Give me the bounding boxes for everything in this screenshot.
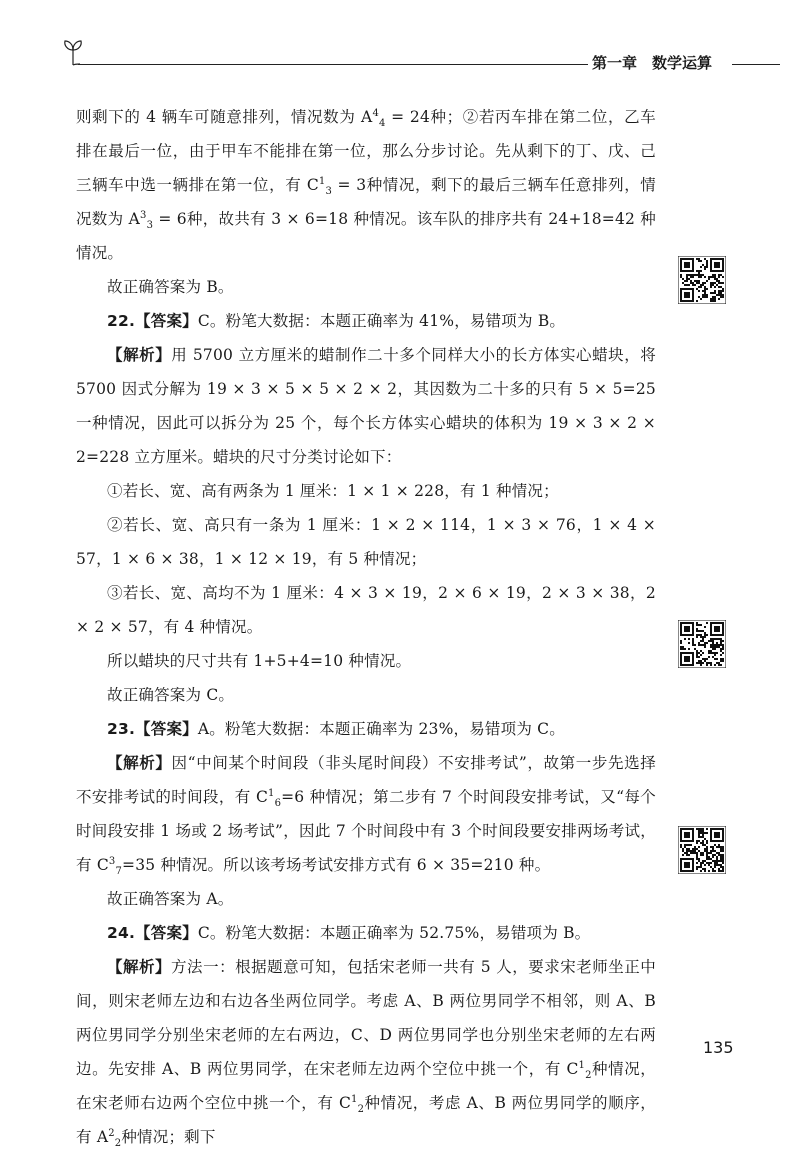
question-23-answer bbox=[76, 712, 656, 746]
question-22-analysis bbox=[76, 338, 656, 474]
text: C。粉笔大数据：本题正确率为 52.75%，易错项为 B。 bbox=[197, 924, 591, 942]
text: C。粉笔大数据：本题正确率为 41%，易错项为 B。 bbox=[197, 312, 566, 330]
summary-line: 所以蜡块的尺寸共有 1+5+4=10 种情况。 bbox=[107, 652, 412, 670]
qr-code-icon[interactable] bbox=[678, 256, 726, 304]
math-sup: 1 bbox=[578, 1059, 586, 1071]
math-sup: 1 bbox=[318, 175, 326, 187]
question-23-analysis bbox=[76, 746, 656, 882]
case-2: ②若长、宽、高只有一条为 1 厘米：1 × 2 × 114，1 × 3 × 76，1 × 4 × 57，1 × 6 × 38，1 × 12 × 19，有 5 种情况； bbox=[76, 516, 656, 568]
math-sup: 1 bbox=[351, 1093, 358, 1105]
math-sup: 4 bbox=[372, 107, 379, 119]
page-header bbox=[0, 0, 800, 80]
text: 种情况；剩下 bbox=[121, 1128, 216, 1146]
math-sub: 6 bbox=[274, 798, 282, 810]
text: = 3种情况，剩下的最后三辆车任意排列，情况数为 A bbox=[76, 176, 656, 228]
case-3: ③若长、宽、高均不为 1 厘米：4 × 3 × 19，2 × 6 × 19，2 × 3 × 38，2 × 2 × 57，有 4 种情况。 bbox=[76, 584, 656, 636]
text: 种情况，在宋老师右边两个空位中挑一个，有 C bbox=[76, 1060, 656, 1112]
math-sup: 2 bbox=[108, 1127, 115, 1139]
math-sub: 4 bbox=[379, 118, 386, 130]
text: A。粉笔大数据：本题正确率为 23%，易错项为 C。 bbox=[197, 720, 565, 738]
header-rule-right bbox=[732, 64, 780, 65]
header-rule-left bbox=[78, 64, 588, 65]
qr-code-icon[interactable] bbox=[678, 620, 726, 668]
page-number: 135 bbox=[703, 1038, 734, 1057]
answer-line: 故正确答案为 B。 bbox=[107, 278, 234, 296]
answer-label: 22.【答案】 bbox=[107, 312, 198, 330]
case-1: ①若长、宽、高有两条为 1 厘米：1 × 1 × 228，有 1 种情况； bbox=[107, 482, 559, 500]
chapter-title: 第一章 数学运算 bbox=[592, 54, 713, 72]
math-sub: 7 bbox=[115, 866, 123, 878]
analysis-label: 【解析】 bbox=[107, 958, 172, 976]
leaf-sprout-icon bbox=[62, 38, 84, 66]
text: 则剩下的 4 辆车可随意排列，情况数为 A bbox=[76, 108, 373, 126]
page-body bbox=[76, 100, 656, 1154]
math-sup: 1 bbox=[268, 787, 275, 799]
text: = 6种，故共有 3 × 6=18 种情况。该车队的排序共有 24+18=42 种情况。 bbox=[76, 210, 657, 262]
math-sub: 2 bbox=[585, 1070, 592, 1082]
math-sub: 3 bbox=[146, 220, 154, 232]
question-24-answer bbox=[76, 916, 656, 950]
qr-code-icon[interactable] bbox=[678, 826, 726, 874]
math-sup: 3 bbox=[108, 855, 116, 867]
text: 因“中间某个时间段（非头尾时间段）不安排考试”，故第一步先选择不安排考试的时间段，有 C bbox=[76, 754, 656, 806]
text: =35 种情况。所以该考场考试安排方式有 6 × 35=210 种。 bbox=[122, 856, 551, 874]
answer-line: 故正确答案为 C。 bbox=[107, 686, 235, 704]
answer-label: 23.【答案】 bbox=[107, 720, 198, 738]
text: 用 5700 立方厘米的蜡制作二十多个同样大小的长方体实心蜡块，将 5700 因式分解为 19 × 3 × 5 × 5 × 2 × 2，其因数为二十多的只有 5 × 5=25 一种情况，因此可以拆分为 25 个，每个长方体实心蜡块的体积为 19 × 3 × 2 × 2=228 立方厘米。蜡块的尺寸分类讨论如下： bbox=[76, 346, 656, 466]
math-sub: 2 bbox=[357, 1104, 365, 1116]
analysis-label: 【解析】 bbox=[107, 754, 172, 772]
paragraph-continuation bbox=[76, 100, 656, 270]
math-sub: 3 bbox=[325, 186, 333, 198]
math-sup: 3 bbox=[140, 209, 147, 221]
answer-label: 24.【答案】 bbox=[107, 924, 198, 942]
text: =6 种情况；第二步有 7 个时间段安排考试，又“每个时间段安排 1 场或 2 场考试”，因此 7 个时间段中有 3 个时间段要安排两场考试，有 C bbox=[76, 788, 656, 874]
answer-line: 故正确答案为 A。 bbox=[107, 890, 234, 908]
math-sub: 2 bbox=[114, 1138, 122, 1150]
question-22-answer bbox=[76, 304, 656, 338]
question-24-analysis bbox=[76, 950, 656, 1154]
analysis-label: 【解析】 bbox=[107, 346, 172, 364]
text: = 24种；②若丙车排在第二位，乙车排在最后一位，由于甲车不能排在第一位，那么分步讨论。先从剩下的丁、戊、己三辆车中选一辆排在第一位，有 C bbox=[76, 108, 656, 194]
text: 方法一：根据题意可知，包括宋老师一共有 5 人，要求宋老师坐正中间，则宋老师左边和右边各坐两位同学。考虑 A、B 两位男同学不相邻，则 A、B 两位男同学分别坐宋老师的左右两边，C、D 两位男同学也分别坐宋老师的左右两边。先安排 A、B 两位男同学，在宋老师左边两个空位中挑一个，有 C bbox=[76, 958, 656, 1078]
text: 种情况，考虑 A、B 两位男同学的顺序，有 A bbox=[76, 1094, 656, 1146]
